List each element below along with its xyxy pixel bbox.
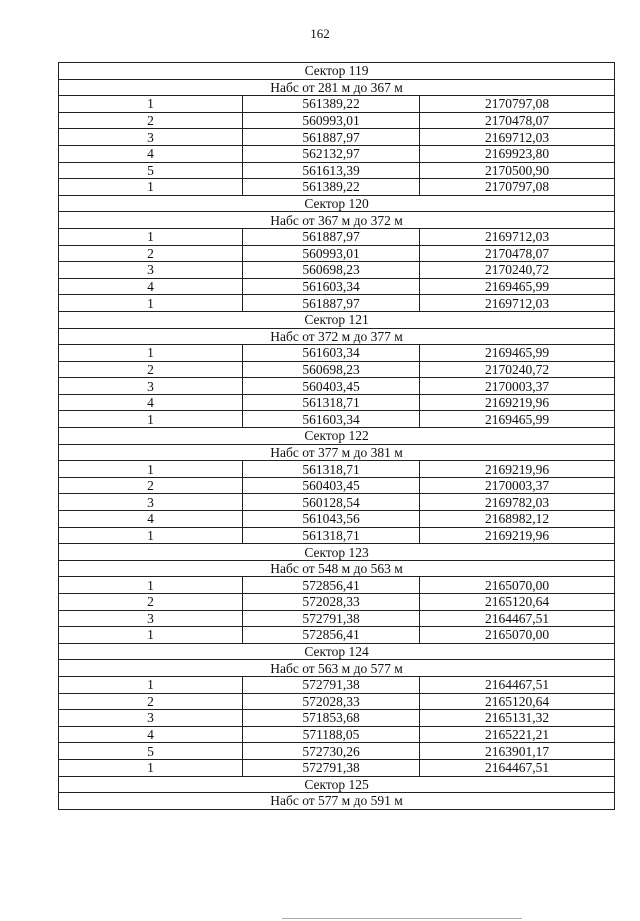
table-row: [59, 511, 615, 528]
point-number: 4: [59, 394, 243, 411]
point-number: 1: [59, 228, 243, 245]
coordinate-x: 560993,01: [243, 245, 420, 262]
coordinate-y: 2170500,90: [420, 162, 615, 179]
sector-subtitle-row: [59, 560, 615, 577]
coordinate-x: 561318,71: [243, 527, 420, 544]
table-row: [59, 411, 615, 428]
coordinate-x: 561043,56: [243, 511, 420, 528]
table-row: [59, 361, 615, 378]
sector-title: Сектор 121: [59, 311, 615, 328]
coordinate-y: 2169712,03: [420, 228, 615, 245]
point-number: 1: [59, 345, 243, 362]
coordinate-y: 2170797,08: [420, 179, 615, 196]
sector-title-row: [59, 195, 615, 212]
coordinates-table: [58, 62, 615, 810]
coordinate-y: 2168982,12: [420, 511, 615, 528]
sector-title-row: [59, 311, 615, 328]
table-row: [59, 278, 615, 295]
point-number: 3: [59, 129, 243, 146]
sector-title-row: [59, 643, 615, 660]
point-number: 1: [59, 461, 243, 478]
coordinate-x: 561318,71: [243, 461, 420, 478]
table-row: [59, 676, 615, 693]
point-number: 1: [59, 411, 243, 428]
point-number: 3: [59, 494, 243, 511]
coordinate-x: 571188,05: [243, 726, 420, 743]
coordinate-y: 2165070,00: [420, 627, 615, 644]
coordinate-x: 571853,68: [243, 710, 420, 727]
coordinate-x: 572791,38: [243, 610, 420, 627]
sector-title: Сектор 120: [59, 195, 615, 212]
table-row: [59, 610, 615, 627]
sector-title-row: [59, 776, 615, 793]
table-row: [59, 627, 615, 644]
table-row: [59, 594, 615, 611]
coordinate-y: 2169219,96: [420, 527, 615, 544]
sector-title: Сектор 125: [59, 776, 615, 793]
table-row: [59, 477, 615, 494]
coordinate-y: 2170478,07: [420, 245, 615, 262]
table-row: [59, 577, 615, 594]
coordinate-y: 2170797,08: [420, 96, 615, 113]
coordinate-x: 561389,22: [243, 179, 420, 196]
table-row: [59, 461, 615, 478]
point-number: 3: [59, 710, 243, 727]
point-number: 3: [59, 262, 243, 279]
sector-height-range: Набс от 548 м до 563 м: [59, 560, 615, 577]
page-number: 162: [310, 26, 330, 41]
table-row: [59, 145, 615, 162]
sector-subtitle-row: [59, 212, 615, 229]
coordinate-y: 2165120,64: [420, 594, 615, 611]
point-number: 5: [59, 162, 243, 179]
point-number: 3: [59, 378, 243, 395]
sector-height-range: Набс от 577 м до 591 м: [59, 793, 615, 810]
coordinate-y: 2165131,32: [420, 710, 615, 727]
table-row: [59, 743, 615, 760]
coordinate-y: 2169465,99: [420, 345, 615, 362]
point-number: 2: [59, 112, 243, 129]
table-row: [59, 228, 615, 245]
sector-height-range: Набс от 367 м до 372 м: [59, 212, 615, 229]
sector-subtitle-row: [59, 660, 615, 677]
table-row: [59, 179, 615, 196]
point-number: 1: [59, 759, 243, 776]
point-number: 2: [59, 594, 243, 611]
coordinate-y: 2165221,21: [420, 726, 615, 743]
coordinate-y: 2164467,51: [420, 759, 615, 776]
coordinate-y: 2165070,00: [420, 577, 615, 594]
coordinate-x: 561603,34: [243, 345, 420, 362]
table-row: [59, 262, 615, 279]
coordinate-x: 561318,71: [243, 394, 420, 411]
point-number: 1: [59, 676, 243, 693]
coordinate-x: 560993,01: [243, 112, 420, 129]
sector-subtitle-row: [59, 328, 615, 345]
coordinate-x: 572791,38: [243, 676, 420, 693]
sector-title: Сектор 119: [59, 63, 615, 80]
sector-height-range: Набс от 281 м до 367 м: [59, 79, 615, 96]
table-row: [59, 345, 615, 362]
point-number: 3: [59, 610, 243, 627]
coordinate-x: 561887,97: [243, 295, 420, 312]
coordinate-x: 561389,22: [243, 96, 420, 113]
point-number: 5: [59, 743, 243, 760]
bottom-rule: [282, 918, 522, 919]
point-number: 2: [59, 245, 243, 262]
point-number: 4: [59, 511, 243, 528]
sector-height-range: Набс от 372 м до 377 м: [59, 328, 615, 345]
sector-title: Сектор 124: [59, 643, 615, 660]
coordinate-x: 560403,45: [243, 477, 420, 494]
point-number: 4: [59, 726, 243, 743]
point-number: 4: [59, 278, 243, 295]
coordinate-x: 572730,26: [243, 743, 420, 760]
table-row: [59, 726, 615, 743]
point-number: 1: [59, 527, 243, 544]
point-number: 1: [59, 577, 243, 594]
coordinate-x: 572028,33: [243, 594, 420, 611]
sector-title-row: [59, 544, 615, 561]
point-number: 1: [59, 627, 243, 644]
sector-subtitle-row: [59, 793, 615, 810]
sector-title-row: [59, 428, 615, 445]
coordinate-y: 2169923,80: [420, 145, 615, 162]
table-row: [59, 378, 615, 395]
sector-height-range: Набс от 377 м до 381 м: [59, 444, 615, 461]
table-row: [59, 759, 615, 776]
coordinate-y: 2170478,07: [420, 112, 615, 129]
coordinate-y: 2169782,03: [420, 494, 615, 511]
table-row: [59, 494, 615, 511]
coordinate-x: 572856,41: [243, 577, 420, 594]
coordinate-y: 2169465,99: [420, 278, 615, 295]
table-row: [59, 96, 615, 113]
coordinate-y: 2164467,51: [420, 610, 615, 627]
coordinate-x: 562132,97: [243, 145, 420, 162]
coordinate-x: 560698,23: [243, 361, 420, 378]
coordinate-x: 561613,39: [243, 162, 420, 179]
sector-height-range: Набс от 563 м до 577 м: [59, 660, 615, 677]
coordinate-y: 2169465,99: [420, 411, 615, 428]
sector-title-row: [59, 63, 615, 80]
sector-subtitle-row: [59, 79, 615, 96]
table-row: [59, 112, 615, 129]
sector-subtitle-row: [59, 444, 615, 461]
coordinate-x: 572028,33: [243, 693, 420, 710]
coordinate-y: 2170240,72: [420, 361, 615, 378]
coordinate-x: 572856,41: [243, 627, 420, 644]
coordinate-y: 2170240,72: [420, 262, 615, 279]
coordinate-x: 561887,97: [243, 129, 420, 146]
coordinate-y: 2170003,37: [420, 477, 615, 494]
coordinate-x: 572791,38: [243, 759, 420, 776]
coordinate-x: 561887,97: [243, 228, 420, 245]
coordinate-y: 2165120,64: [420, 693, 615, 710]
coordinate-y: 2164467,51: [420, 676, 615, 693]
coordinate-y: 2169712,03: [420, 129, 615, 146]
table-row: [59, 693, 615, 710]
coordinate-x: 560403,45: [243, 378, 420, 395]
coordinate-y: 2169219,96: [420, 394, 615, 411]
coordinate-y: 2163901,17: [420, 743, 615, 760]
coordinate-y: 2170003,37: [420, 378, 615, 395]
point-number: 2: [59, 693, 243, 710]
coordinate-x: 560128,54: [243, 494, 420, 511]
coordinate-y: 2169219,96: [420, 461, 615, 478]
sector-title: Сектор 123: [59, 544, 615, 561]
point-number: 2: [59, 477, 243, 494]
sector-title: Сектор 122: [59, 428, 615, 445]
table-row: [59, 527, 615, 544]
point-number: 2: [59, 361, 243, 378]
table-row: [59, 710, 615, 727]
table-row: [59, 129, 615, 146]
coordinate-x: 561603,34: [243, 411, 420, 428]
table-row: [59, 162, 615, 179]
table-row: [59, 295, 615, 312]
table-row: [59, 394, 615, 411]
point-number: 1: [59, 179, 243, 196]
table-row: [59, 245, 615, 262]
point-number: 1: [59, 96, 243, 113]
point-number: 1: [59, 295, 243, 312]
coordinate-x: 561603,34: [243, 278, 420, 295]
coordinate-x: 560698,23: [243, 262, 420, 279]
point-number: 4: [59, 145, 243, 162]
coordinate-y: 2169712,03: [420, 295, 615, 312]
